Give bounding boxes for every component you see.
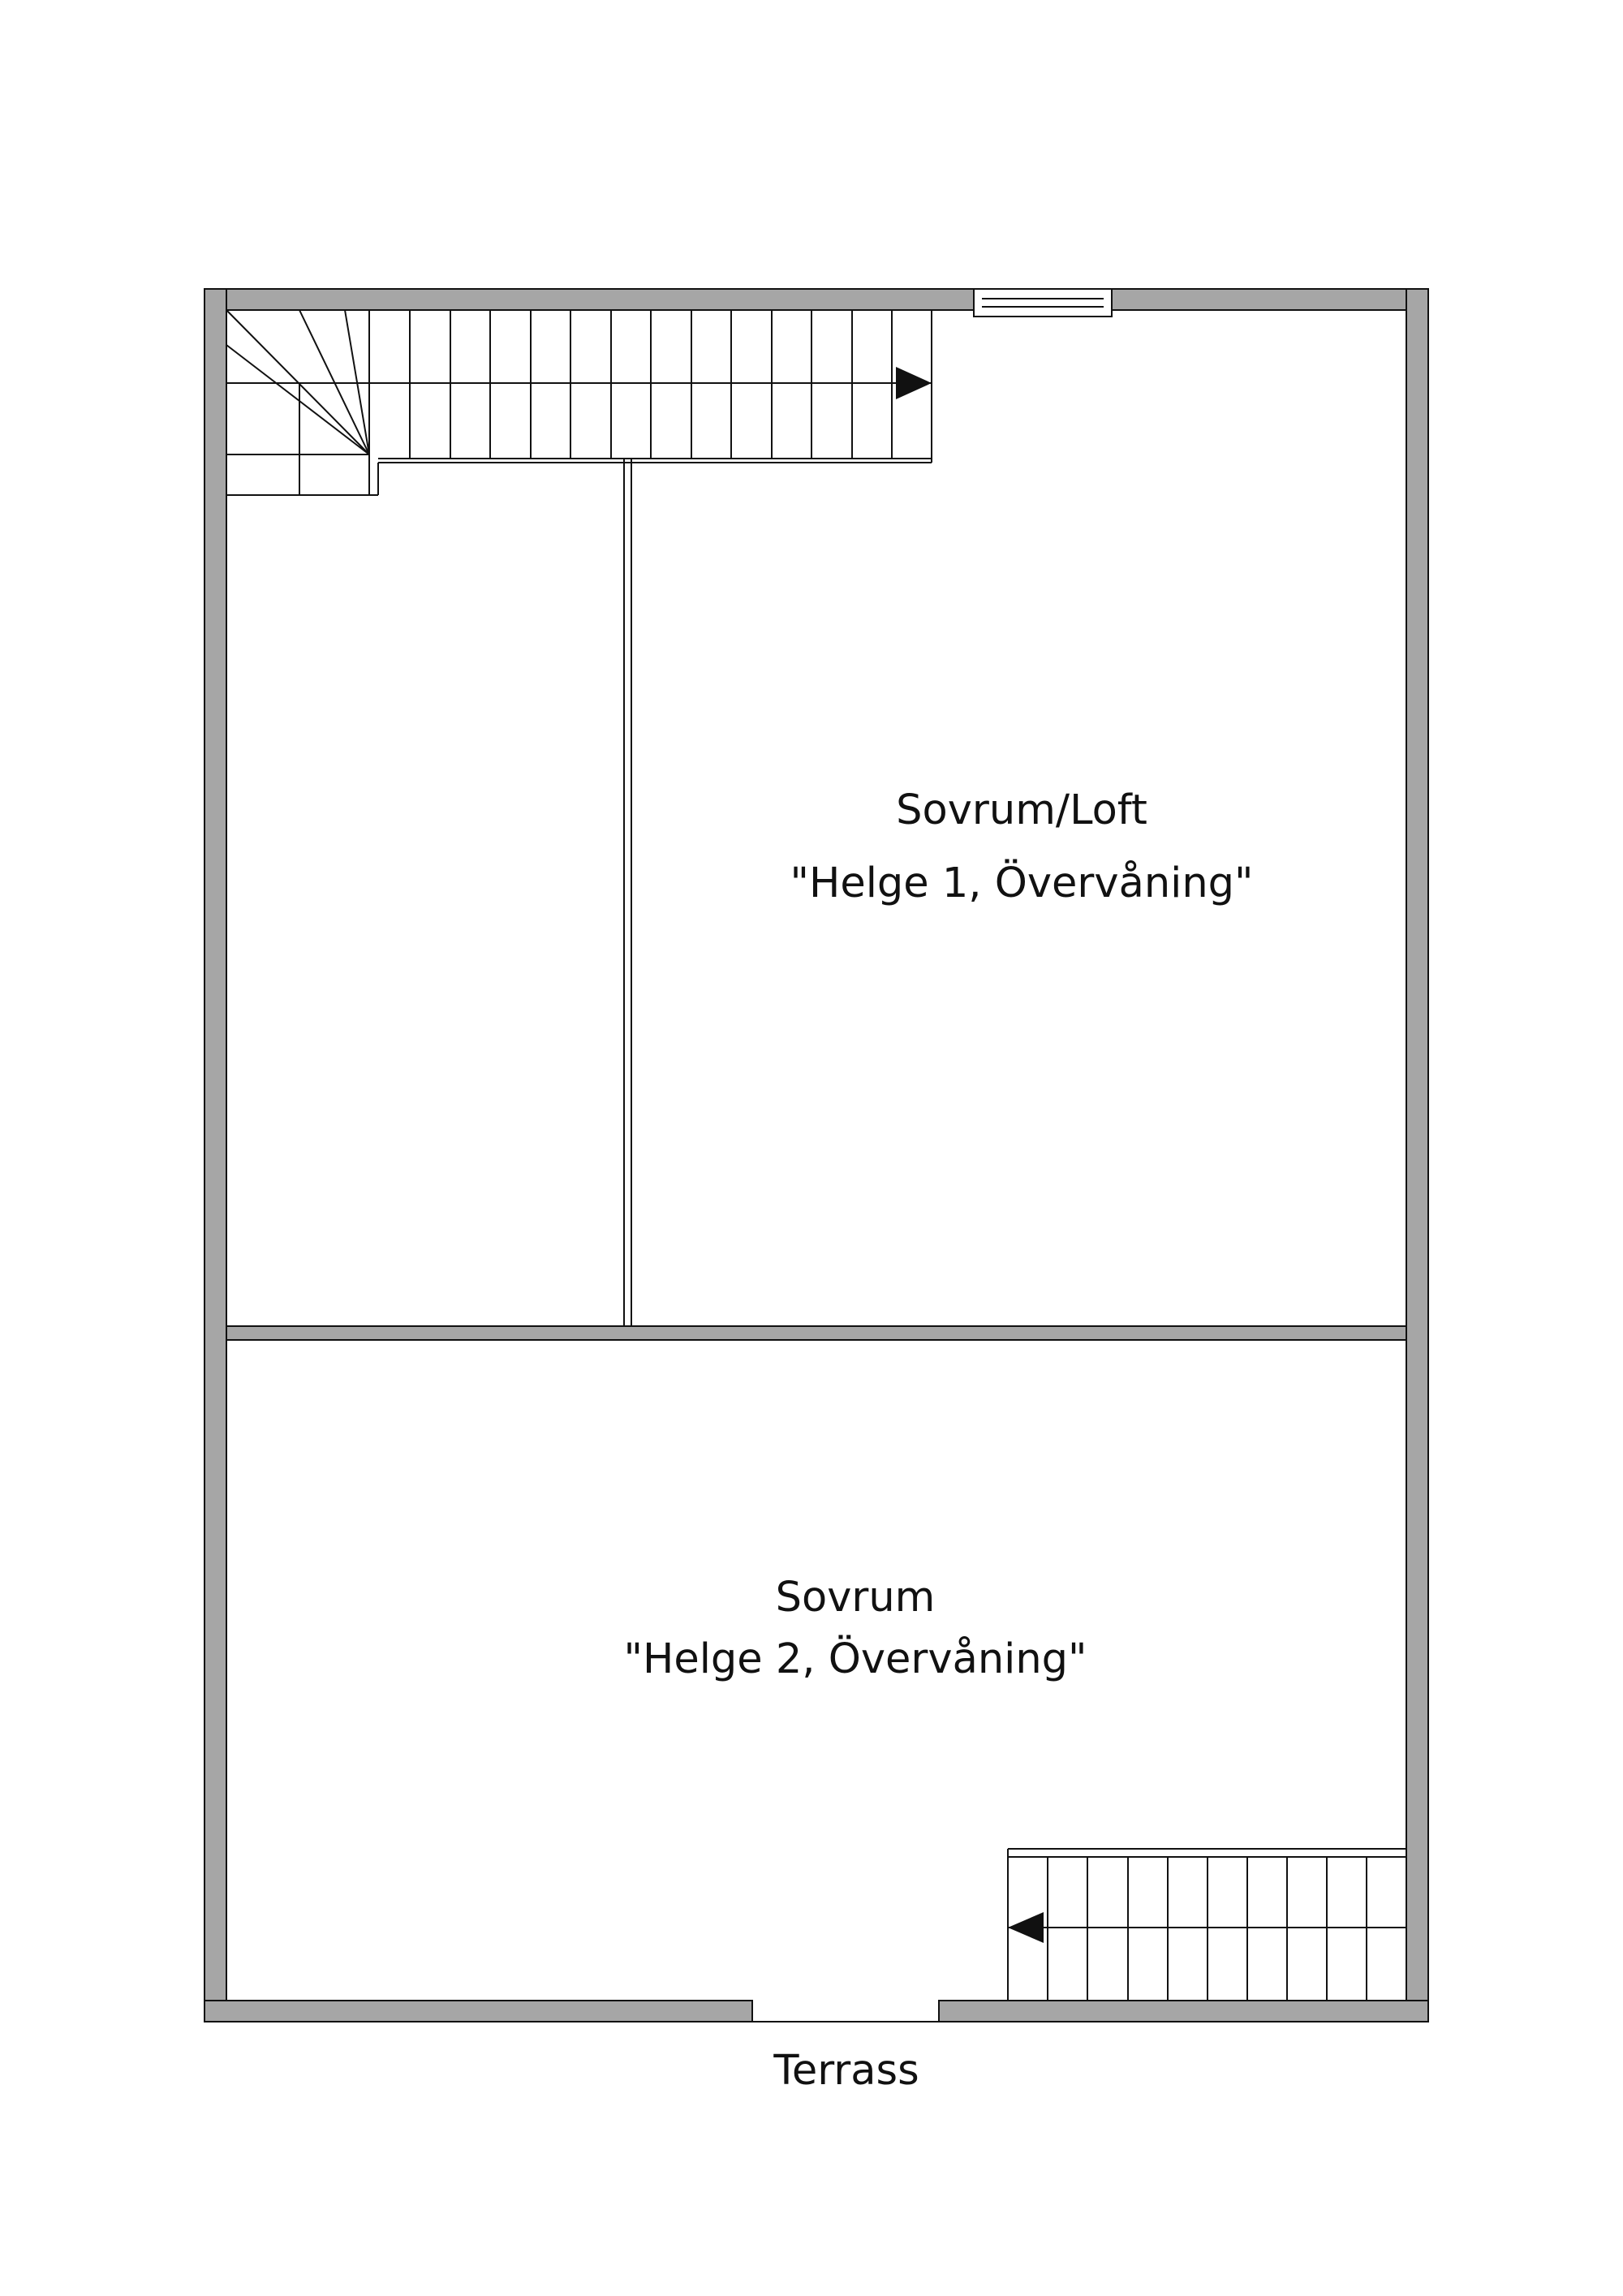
lower-stairs <box>1008 1849 1406 2001</box>
room-subtitle-bedroom: "Helge 2, Övervåning" <box>623 1635 1087 1683</box>
wall-right <box>1406 289 1428 2022</box>
room-subtitle-loft: "Helge 1, Övervåning" <box>790 859 1254 907</box>
terrace-label: Terrass <box>773 2047 919 2095</box>
stair-down-arrow-icon <box>1008 1912 1044 1943</box>
wall-left <box>204 289 226 2022</box>
wall-top-left <box>204 289 974 310</box>
wall-bottom-left <box>204 2001 752 2022</box>
wall-top-right <box>1112 289 1428 310</box>
window-icon <box>974 289 1112 317</box>
upper-stairs <box>226 310 932 495</box>
outer-walls <box>204 289 1428 2022</box>
room-name-bedroom: Sovrum <box>775 1574 936 1622</box>
room-name-loft: Sovrum/Loft <box>896 786 1147 834</box>
interior-partition-vertical <box>624 459 631 1326</box>
stair-up-arrow-icon <box>896 367 932 399</box>
interior-wall-horizontal <box>226 1326 1406 1340</box>
wall-bottom-right <box>939 2001 1428 2022</box>
